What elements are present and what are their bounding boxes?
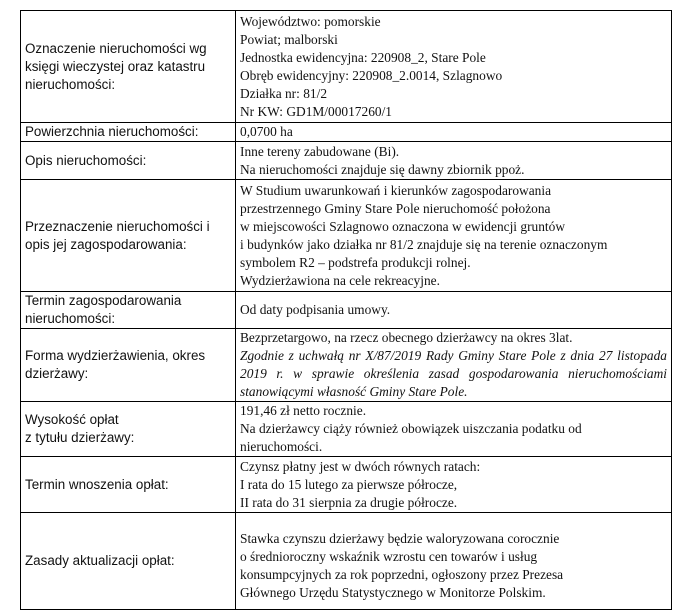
table-row-termin-wnoszenia	[21, 457, 672, 513]
row-value	[236, 513, 672, 610]
row-value	[236, 123, 672, 142]
row-value	[236, 11, 672, 123]
value-line: Województwo: pomorskie	[240, 13, 381, 29]
value-line: symbolem R2 – podstrefa produkcji rolnej.	[240, 254, 471, 270]
table-row-powierzchnia	[21, 123, 672, 142]
row-label: Przeznaczenie nieruchomości i opis jej zagospodarowania:	[21, 180, 236, 292]
row-label: Zasady aktualizacji opłat:	[21, 513, 236, 610]
value-line: 191,46 zł netto rocznie.	[240, 403, 367, 418]
row-label: Opis nieruchomości:	[21, 142, 236, 180]
value-line: I rata do 15 lutego za pierwsze półrocze,	[240, 476, 458, 492]
resolution-reference: Zgodnie z uchwałą nr X/87/2019 Rady Gminy Stare Pole z dnia 27 listopada 2019 r. w sprawie określenia zasad gospodarowania nieruchomościami stanowiącymi własność Gminy Stare Pole.	[240, 348, 667, 399]
row-value	[236, 402, 672, 457]
row-label: Termin zagospodarowania nieruchomości:	[21, 292, 236, 329]
label-line: Wysokość opłat	[25, 412, 119, 427]
table-row-wysokosc-oplat	[21, 402, 672, 457]
table-row-oznaczenie	[21, 11, 672, 123]
value-line: Od daty podpisania umowy.	[240, 302, 391, 317]
row-value	[236, 180, 672, 292]
row-value	[236, 142, 672, 180]
value-line: konsumpcyjnych za rok poprzedni, ogłoszony przez Prezesa	[240, 566, 564, 582]
value-line: Głównego Urzędu Statystycznego w Monitorze Polskim.	[240, 584, 546, 600]
row-value	[236, 457, 672, 513]
row-label: Termin wnoszenia opłat:	[21, 457, 236, 513]
row-label: Powierzchnia nieruchomości:	[21, 123, 236, 142]
value-line: 0,0700 ha	[240, 124, 293, 139]
row-value	[236, 292, 672, 329]
value-line	[240, 521, 667, 530]
value-line: Czynsz płatny jest w dwóch równych ratach:	[240, 458, 481, 474]
value-line: Jednostka ewidencyjna: 220908_2, Stare Pole	[240, 49, 486, 65]
value-line: przestrzennego Gminy Stare Pole nieruchomość położona	[240, 200, 551, 216]
value-line: Inne tereny zabudowane (Bi).	[240, 143, 400, 159]
row-label: Forma wydzierżawienia, okres dzierżawy:	[21, 329, 236, 402]
value-line: II rata do 31 sierpnia za drugie półrocze.	[240, 494, 458, 510]
table-row-przeznaczenie	[21, 180, 672, 292]
value-line: Działka nr: 81/2	[240, 85, 328, 101]
value-line: Na nieruchomości znajduje się dawny zbiornik ppoż.	[240, 161, 525, 177]
value-line: W Studium uwarunkowań i kierunków zagospodarowania	[240, 182, 552, 198]
value-line: Powiat; malborski	[240, 31, 338, 47]
table-row-forma-wydzierzawienia	[21, 329, 672, 402]
value-line: Na dzierżawcy ciąży również obowiązek uiszczania podatku od	[240, 421, 582, 436]
table-row-zasady-aktualizacji	[21, 513, 672, 610]
property-info-table	[20, 10, 672, 610]
row-label: Oznaczenie nieruchomości wg księgi wieczystej oraz katastru nieruchomości:	[21, 11, 236, 123]
value-line: i budynków jako działka nr 81/2 znajduje się na terenie oznaczonym	[240, 236, 608, 252]
value-line: Stawka czynszu dzierżawy będzie waloryzowana corocznie	[240, 530, 560, 546]
value-line: Obręb ewidencyjny: 220908_2.0014, Szlagnowo	[240, 67, 503, 83]
value-line: nieruchomości.	[240, 439, 323, 454]
value-line: Nr KW: GD1M/00017260/1	[240, 103, 392, 119]
label-line: z tytułu dzierżawy:	[25, 430, 135, 445]
table-row-termin-zagospodarowania	[21, 292, 672, 329]
value-line: Bezprzetargowo, na rzecz obecnego dzierżawcy na okres 3lat.	[240, 330, 573, 345]
row-value	[236, 329, 672, 402]
value-line: w miejscowości Szlagnowo oznaczona w ewidencji gruntów	[240, 218, 566, 234]
row-label	[21, 402, 236, 457]
value-line: o średnioroczny wskaźnik wzrostu cen towarów i usług	[240, 548, 538, 564]
value-line: Wydzierżawiona na cele rekreacyjne.	[240, 272, 440, 288]
table-row-opis	[21, 142, 672, 180]
